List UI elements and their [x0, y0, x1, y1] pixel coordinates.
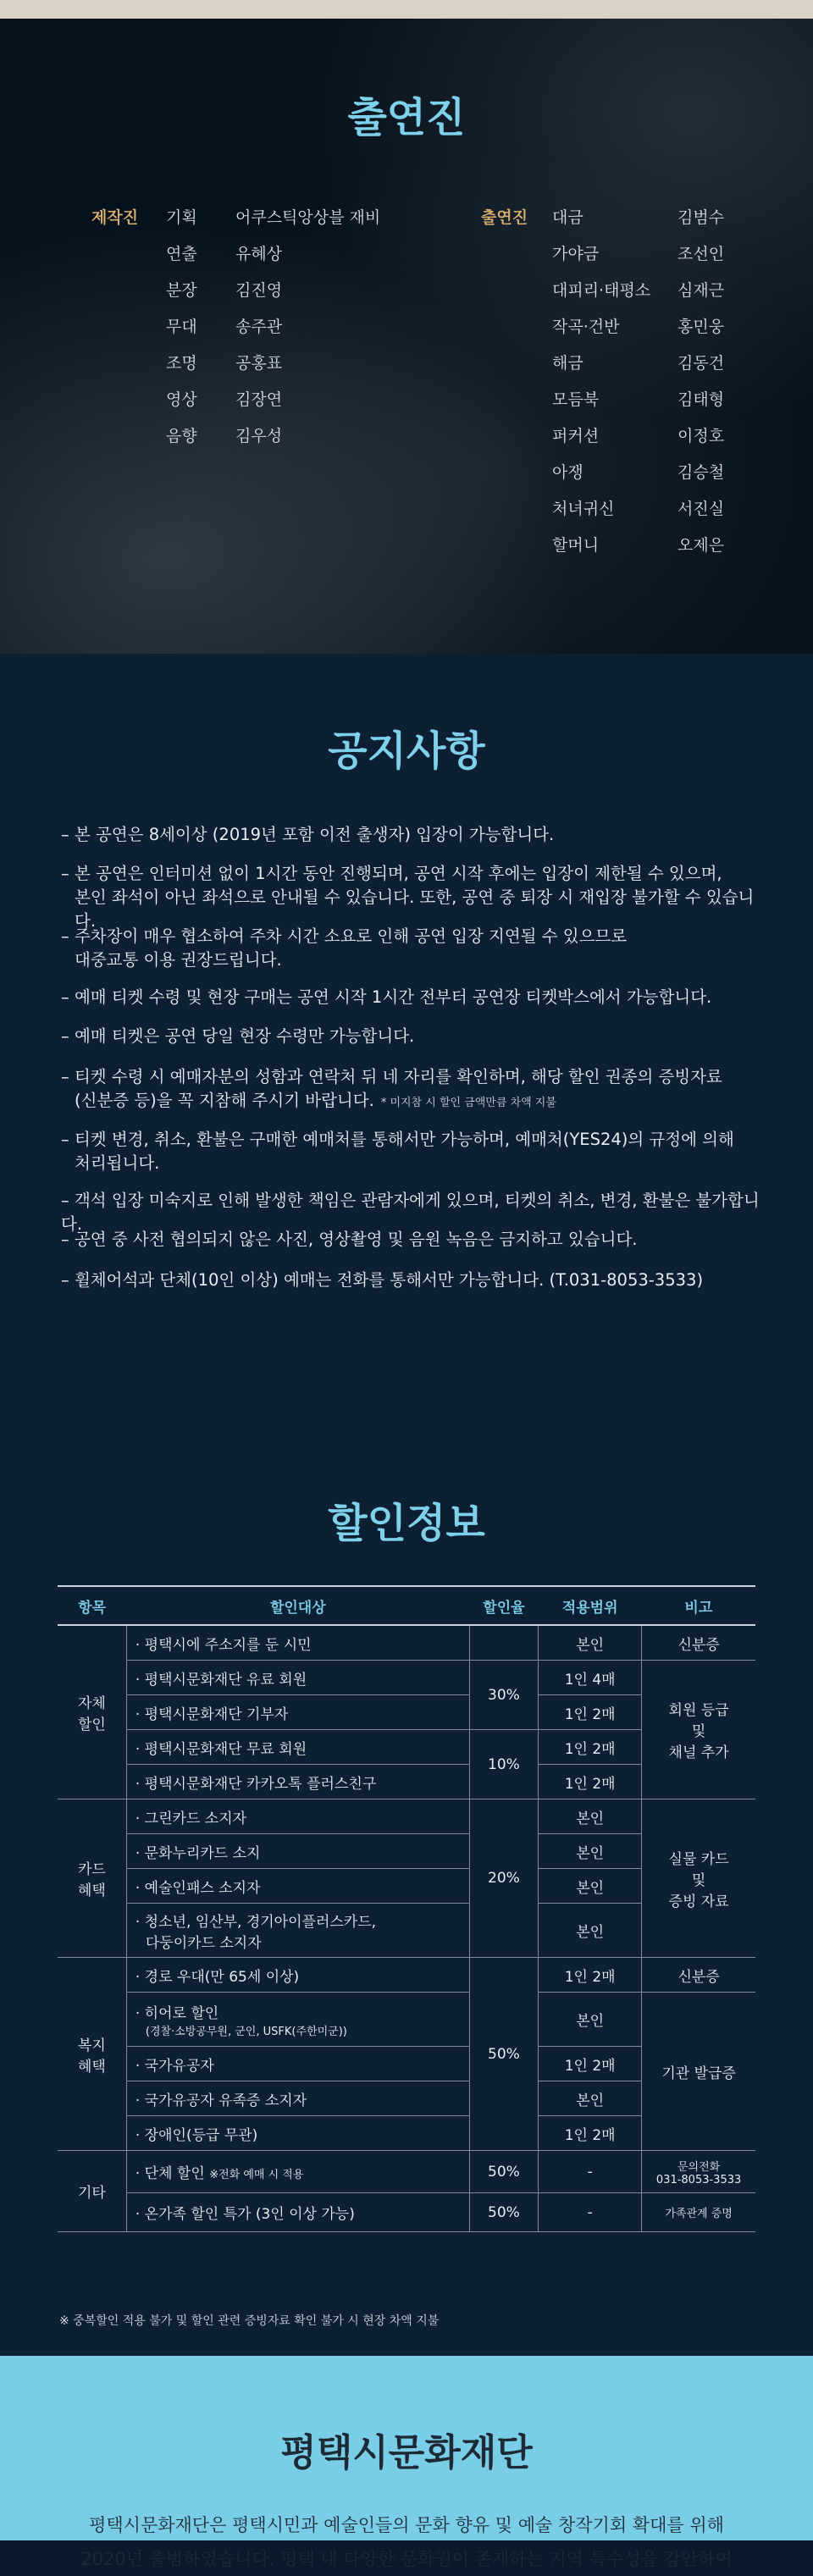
notice-item: [61, 1128, 762, 1175]
notice-line: – 예매 티켓은 공연 당일 현장 수령만 가능합니다.: [61, 1026, 415, 1046]
credit-role: 할머니: [552, 536, 600, 555]
foundation-section: [0, 2356, 813, 2569]
scope-cell: 1인 2매: [539, 2116, 642, 2151]
group-etc: 기타: [58, 2151, 126, 2232]
credit-role: 기획: [166, 208, 197, 227]
discount-table: [58, 1585, 755, 2232]
notice-text: 처리됩니다.: [75, 1153, 160, 1173]
notice-item: [61, 1025, 762, 1048]
target-cell: · 장애인(등급 무관): [126, 2116, 469, 2151]
notice-item: [61, 1065, 762, 1115]
target-cell: · 평택시문화재단 유료 회원: [126, 1661, 469, 1695]
target-cell: [126, 1904, 469, 1958]
credit-name: 오제은: [678, 536, 725, 555]
notice-line: – 주차장이 매우 협소하여 주차 시간 소요로 인해 공연 입장 지연될 수 있으므로: [61, 926, 628, 946]
credit-name: 김우성: [235, 427, 283, 445]
credit-name: 김동건: [678, 354, 725, 373]
header-rate: 할인율: [469, 1586, 538, 1625]
credit-name: 김승철: [678, 463, 725, 482]
credit-name: 송주관: [235, 318, 283, 336]
scope-cell: 1인 2매: [539, 1958, 642, 1993]
credit-role: 해금: [552, 354, 583, 373]
credit-name: 김진영: [235, 281, 283, 300]
scope-cell: 본인: [539, 2081, 642, 2116]
notice-item: [61, 823, 762, 847]
table-row: [58, 2193, 755, 2232]
production-label: 제작진: [91, 208, 139, 227]
note-cell: 가족관계 증명: [642, 2193, 755, 2232]
target-cell: · 평택시문화재단 카카오톡 플러스친구: [126, 1765, 469, 1799]
header-category: 항목: [58, 1586, 126, 1625]
rate-cell: 50%: [469, 2193, 538, 2232]
table-row: [58, 1799, 755, 1834]
notices-section: [0, 654, 813, 1484]
credit-name: 홍민웅: [678, 318, 725, 336]
rate-cell: 20%: [469, 1799, 538, 1958]
notice-item: [61, 1228, 762, 1252]
notice-item: [61, 1269, 762, 1292]
notice-line: [61, 1152, 762, 1175]
foundation-title: 평택시문화재단: [280, 2431, 533, 2474]
notice-line: – 공연 중 사전 협의되지 않은 사진, 영상촬영 및 음원 녹음은 금지하고 있습니다.: [61, 1230, 638, 1249]
note-cell: 회원 등급 및 채널 추가: [642, 1661, 755, 1799]
notice-line: – 예매 티켓 수령 및 현장 구매는 공연 시작 1시간 전부터 공연장 티켓박스에서 가능합니다.: [61, 987, 712, 1007]
notice-line: [61, 948, 762, 972]
top-strip: [0, 0, 813, 19]
credit-role: 작곡·건반: [552, 318, 620, 336]
target-line: · 청소년, 임산부, 경기아이플러스카드,: [135, 1913, 377, 1931]
credit-role: 분장: [166, 281, 197, 300]
scope-cell: 본인: [539, 1993, 642, 2047]
table-row: [58, 1625, 755, 1661]
performers-label: 출연진: [481, 208, 528, 227]
table-row: [58, 2151, 755, 2193]
header-target: 할인대상: [126, 1586, 469, 1625]
notice-text: 본인 좌석이 아닌 좌석으로 안내될 수 있습니다. 또한, 공연 중 퇴장 시 재입장 불가할 수 있습니다.: [75, 887, 755, 931]
note-cell: 실물 카드 및 증빙 자료: [642, 1799, 755, 1958]
notice-line: – 객석 입장 미숙지로 인해 발생한 책임은 관람자에게 있으며, 티켓의 취소, 변경, 환불은 불가합니다.: [61, 1191, 760, 1234]
credit-name: 심재근: [678, 281, 725, 300]
target-cell: · 평택시에 주소지를 둔 시민: [126, 1625, 469, 1661]
target-cell: · 평택시문화재단 무료 회원: [126, 1730, 469, 1765]
scope-cell: 본인: [539, 1799, 642, 1834]
group-self: 자체 할인: [58, 1625, 126, 1799]
table-header-row: [58, 1586, 755, 1625]
target-cell: · 국가유공자 유족증 소지자: [126, 2081, 469, 2116]
note-cell: 신분증: [642, 1625, 755, 1661]
scope-cell: 본인: [539, 1834, 642, 1869]
target-line: · 히어로 할인: [135, 2004, 219, 2022]
credit-role: 음향: [166, 427, 197, 445]
notice-line: – 티켓 수령 시 예매자분의 성함과 연락처 뒤 네 자리를 확인하며, 해당 할인 권종의 증빙자료: [61, 1067, 722, 1086]
credit-name: 유혜상: [235, 245, 283, 263]
notice-line: – 티켓 변경, 취소, 환불은 구매한 예매처를 통해서만 가능하며, 예매처(YES24)의 규정에 의해: [61, 1130, 734, 1149]
note-cell: 신분증: [642, 1958, 755, 1993]
credit-name: 김장연: [235, 390, 283, 409]
notice-text: (신분증 등)을 꼭 지참해 주시기 바랍니다.: [75, 1091, 374, 1110]
credit-role: 영상: [166, 390, 197, 409]
notices-title: 공지사항: [328, 727, 485, 775]
table-row: [58, 1993, 755, 2047]
group-welfare: 복지 혜택: [58, 1958, 126, 2151]
group-card: 카드 혜택: [58, 1799, 126, 1958]
target-cell: · 예술인패스 소지자: [126, 1869, 469, 1904]
credit-role: 대피리·태평소: [552, 281, 651, 300]
target-note: ※전화 예매 시 적용: [209, 2169, 304, 2181]
target-cell: · 평택시문화재단 기부자: [126, 1695, 469, 1730]
scope-cell: 1인 2매: [539, 2047, 642, 2081]
credit-name: 서진실: [678, 500, 725, 518]
table-row: [58, 1661, 755, 1695]
credit-name: 김범수: [678, 208, 725, 227]
notice-line: – 휠체어석과 단체(10인 이상) 예매는 전화를 통해서만 가능합니다. (T.031-8053-3533): [61, 1270, 704, 1290]
target-line: 다둥이카드 소지자: [145, 1934, 262, 1952]
rate-cell: 30%: [469, 1661, 538, 1730]
notice-line: [61, 1089, 762, 1115]
credit-role: 아쟁: [552, 463, 583, 482]
notice-line: – 본 공연은 인터미션 없이 1시간 동안 진행되며, 공연 시작 후에는 입장이 제한될 수 있으며,: [61, 864, 722, 883]
target-text: · 단체 할인: [135, 2165, 205, 2182]
target-cell: · 온가족 할인 특가 (3인 이상 가능): [126, 2193, 469, 2232]
scope-cell: 본인: [539, 1869, 642, 1904]
credit-name: 어쿠스틱앙상블 재비: [235, 208, 381, 227]
cast-section: [0, 19, 813, 654]
target-cell: [126, 1993, 469, 2047]
discount-footnote: ※ 중복할인 적용 불가 및 할인 관련 증빙자료 확인 불가 시 현장 차액 지불: [59, 2314, 440, 2328]
credit-role: 처녀귀신: [552, 500, 615, 518]
credit-name: 김태형: [678, 390, 725, 409]
scope-cell: 본인: [539, 1625, 642, 1661]
credit-role: 연출: [166, 245, 197, 263]
credit-role: 모듬북: [552, 390, 600, 409]
scope-cell: 본인: [539, 1904, 642, 1958]
target-cell: · 그린카드 소지자: [126, 1799, 469, 1834]
target-cell: · 문화누리카드 소지: [126, 1834, 469, 1869]
scope-cell: 1인 2매: [539, 1695, 642, 1730]
foundation-line: 2020년 출범하였습니다. 평택 내 다양한 문화권이 존재하는 지역 특수성을 감안하여: [80, 2549, 733, 2569]
credit-role: 무대: [166, 318, 197, 336]
scope-cell: 1인 2매: [539, 1730, 642, 1765]
credit-role: 대금: [552, 208, 583, 227]
scope-cell: -: [539, 2193, 642, 2232]
target-cell: · 국가유공자: [126, 2047, 469, 2081]
credit-name: 공홍표: [235, 354, 283, 373]
scope-cell: -: [539, 2151, 642, 2193]
scope-cell: 1인 4매: [539, 1661, 642, 1695]
credit-name: 조선인: [678, 245, 725, 263]
credit-role: 가야금: [552, 245, 600, 263]
notice-text: 대중교통 이용 권장드립니다.: [75, 950, 282, 970]
rate-cell: 50%: [469, 2151, 538, 2193]
discount-title: 할인정보: [328, 1500, 485, 1547]
rate-cell: 50%: [469, 1958, 538, 2151]
notice-item: [61, 862, 762, 933]
foundation-body: [0, 2508, 813, 2576]
notice-note: * 미지참 시 할인 금액만큼 차액 지불: [380, 1097, 556, 1109]
note-cell: 문의전화 031-8053-3533: [642, 2151, 755, 2193]
notice-item: [61, 925, 762, 972]
discount-section: [0, 1484, 813, 2356]
rate-cell: 10%: [469, 1730, 538, 1799]
scope-cell: 1인 2매: [539, 1765, 642, 1799]
target-cell: · 경로 우대(만 65세 이상): [126, 1958, 469, 1993]
foundation-line: 평택시문화재단은 평택시민과 예술인들의 문화 향유 및 예술 창작기회 확대를 위해: [89, 2515, 724, 2535]
credit-name: 이정호: [678, 427, 725, 445]
rate-cell: [469, 1625, 538, 1661]
table-row: [58, 1958, 755, 1993]
target-line: (경찰·소방공무원, 군인, USFK(주한미군)): [145, 2025, 347, 2038]
note-cell: 기관 발급증: [642, 1993, 755, 2151]
target-cell: [126, 2151, 469, 2193]
header-note: 비고: [642, 1586, 755, 1625]
notice-line: – 본 공연은 8세이상 (2019년 포함 이전 출생자) 입장이 가능합니다.: [61, 825, 555, 844]
credit-role: 퍼커션: [552, 427, 600, 445]
notice-item: [61, 986, 762, 1009]
cast-title: 출연진: [347, 94, 466, 141]
header-scope: 적용범위: [539, 1586, 642, 1625]
credit-role: 조명: [166, 354, 197, 373]
